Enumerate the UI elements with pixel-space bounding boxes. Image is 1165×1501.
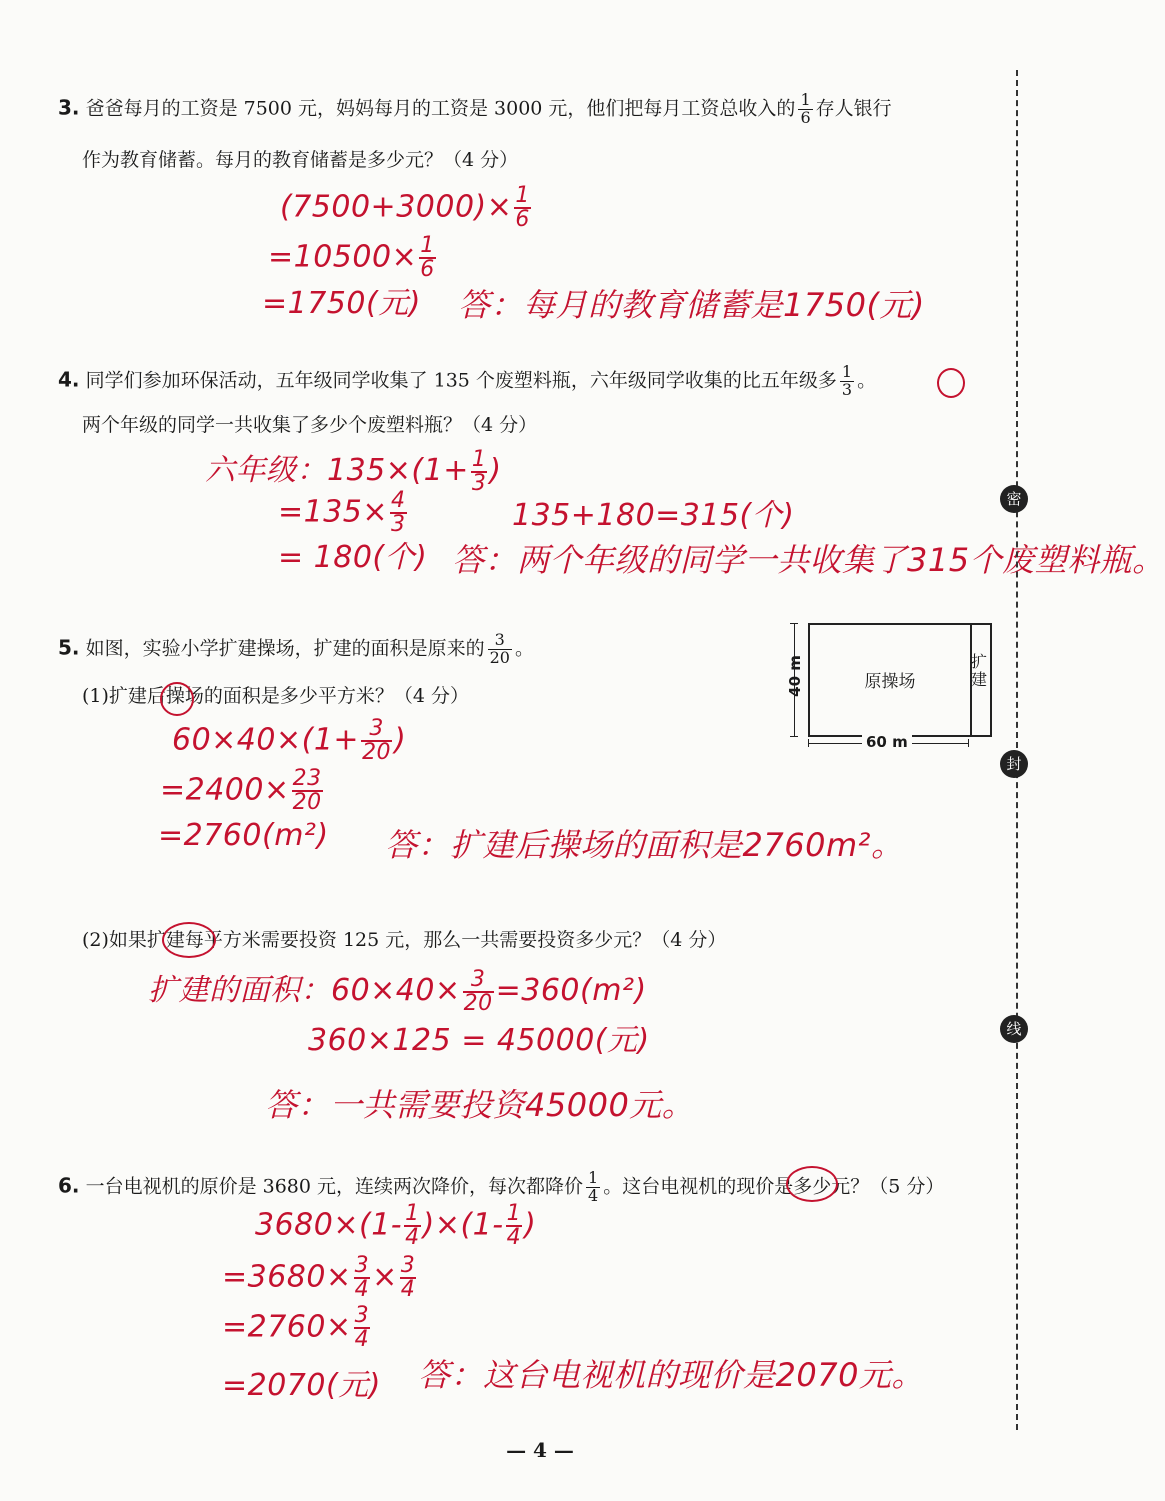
q5-1-work-line-3: =2760(m²)	[158, 818, 329, 853]
q3-work-line-1: (7500+3000)× $\frac{1}{6}$	[280, 183, 530, 232]
annotation-circle	[786, 1166, 838, 1202]
annotation-circle	[160, 682, 194, 716]
q6-work-line-1: 3680×(1- $\frac{1}{4}$ )×(1- $\frac{1}{4}$ )	[255, 1201, 537, 1250]
field-label: 原操场	[864, 672, 916, 692]
question-text: 。	[514, 637, 534, 660]
q4-work-line-3: = 180(个)	[278, 540, 428, 575]
seal-mark: 封	[1000, 750, 1028, 778]
q3-answer: 答：每月的教育储蓄是1750(元)	[458, 286, 925, 324]
question-number: 6.	[58, 1173, 80, 1198]
width-label: 60 m	[862, 733, 912, 751]
playground-diagram	[780, 615, 1000, 760]
fraction: $\frac{1}{6}$	[800, 90, 811, 127]
q6-work-line-3: =2760× $\frac{3}{4}$	[222, 1303, 370, 1352]
q3-work-line-2: =10500× $\frac{1}{6}$	[268, 233, 435, 282]
q6-answer: 答：这台电视机的现价是2070元。	[418, 1356, 924, 1394]
question-5-part-1: (1)扩建后操场的面积是多少平方米？（4 分）	[82, 685, 470, 707]
question-3-line-2: 作为教育储蓄。每月的教育储蓄是多少元？（4 分）	[82, 149, 519, 171]
question-4-line-2: 两个年级的同学一共收集了多少个废塑料瓶？（4 分）	[82, 414, 538, 436]
seal-mark: 密	[1000, 485, 1028, 513]
q5-1-answer: 答：扩建后操场的面积是2760m²。	[385, 826, 904, 864]
q5-2-answer: 答：一共需要投资45000元。	[265, 1086, 695, 1124]
question-number: 4.	[58, 367, 80, 392]
q4-work-line-2: =135× $\frac{4}{3}$	[278, 488, 406, 537]
question-text: 。这台电视机的现价是多少元？（5 分）	[603, 1175, 945, 1198]
original-field	[808, 623, 972, 737]
question-number: 3.	[58, 95, 80, 120]
q4-work-line-1: 六年级：135×(1+ $\frac{1}{3}$ )	[205, 446, 502, 496]
page-number: — 4 —	[506, 1438, 574, 1462]
fraction: $\frac{1}{4}$	[588, 1168, 599, 1205]
question-5-part-2: (2)如果扩建每平方米需要投资 125 元，那么一共需要投资多少元？（4 分）	[82, 929, 727, 951]
question-3-line-1	[58, 92, 892, 127]
height-label: 40 m	[785, 655, 804, 697]
question-5-line-1	[58, 632, 534, 667]
q6-work-line-4: =2070(元)	[222, 1368, 381, 1403]
annotation-circle	[937, 368, 965, 398]
q5-2-work-line-2: 360×125 = 45000(元)	[308, 1023, 650, 1058]
q3-work-line-3: =1750(元)	[262, 286, 421, 321]
seal-mark: 线	[1000, 1015, 1028, 1043]
q5-1-work-line-1: 60×40×(1+ $\frac{3}{20}$ )	[172, 716, 407, 765]
question-number: 5.	[58, 635, 80, 660]
fraction: $\frac{1}{3}$	[841, 362, 853, 399]
q4-answer: 答：两个年级的同学一共收集了315个废塑料瓶。	[452, 541, 1165, 579]
question-text: 如图，实验小学扩建操场，扩建的面积是原来的	[85, 637, 485, 660]
question-4-line-1	[58, 364, 876, 399]
extension-area	[968, 623, 992, 737]
q5-1-work-line-2: =2400× $\frac{23}{20}$	[160, 766, 322, 815]
question-text: 爸爸每月的工资是 7500 元，妈妈每月的工资是 3000 元，他们把每月工资总收入的	[85, 97, 796, 120]
question-text: 一台电视机的原价是 3680 元，连续两次降价，每次都降价	[85, 1175, 583, 1198]
annotation-circle	[162, 922, 216, 958]
q6-work-line-2: =3680× $\frac{3}{4}$ × $\frac{3}{4}$	[222, 1253, 416, 1302]
fraction: $\frac{3}{20}$	[489, 630, 510, 667]
extension-label: 扩 建	[970, 652, 987, 690]
question-text: 存人银行	[815, 97, 892, 120]
q5-2-work-line-1: 扩建的面积：60×40× $\frac{3}{20}$ =360(m²)	[148, 966, 647, 1016]
q4-work-sum: 135+180=315(个)	[512, 498, 795, 533]
question-text: 。	[857, 369, 877, 392]
question-text: 同学们参加环保活动，五年级同学收集了 135 个废塑料瓶，六年级同学收集的比五年级多	[85, 369, 837, 392]
